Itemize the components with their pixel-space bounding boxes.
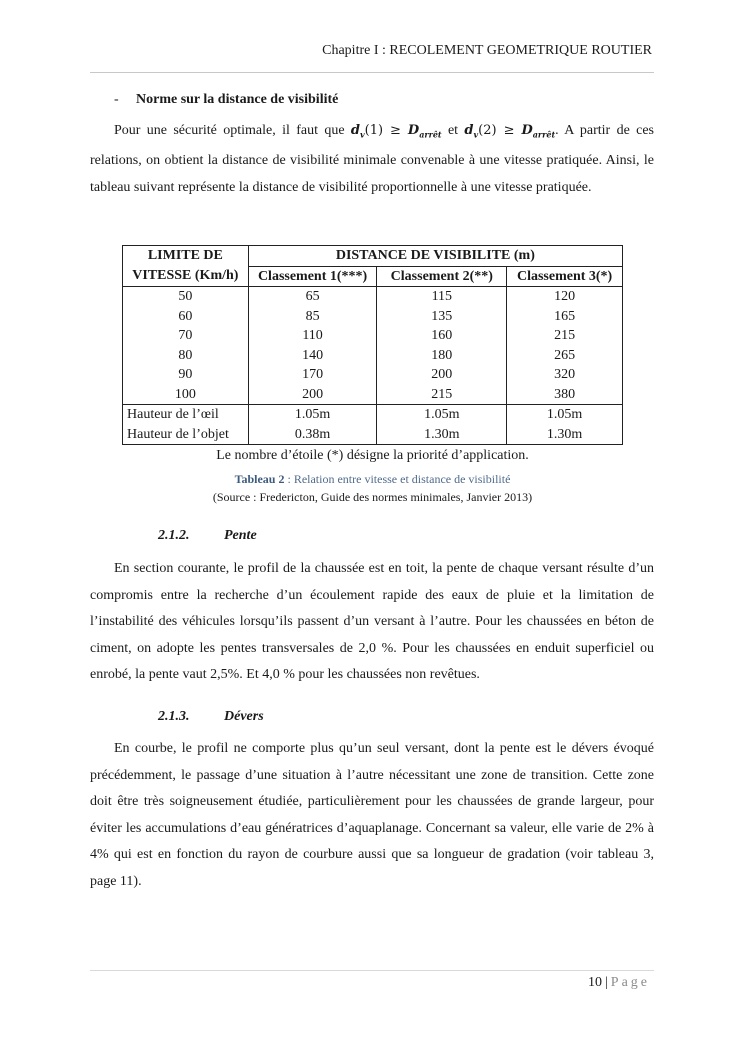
para1-after: . A partir de ces relations, on obtient la distance de visibilité minimale convenable à une vitesse pratiquée. Ainsi, le tableau suivant représente la distance de visibilité proportionnelle à une vitesse pratiquée. [90, 123, 655, 195]
table-source: (Source : Fredericton, Guide des normes minimales, Janvier 2013) [212, 490, 533, 504]
section-heading-devers: 2.1.3. Dévers [158, 709, 264, 724]
paragraph-visibility [90, 118, 654, 201]
chapter-title: Chapitre I : RECOLEMENT GEOMETRIQUE ROUTIER [322, 43, 652, 58]
para1-mid: et [441, 123, 465, 138]
formula-2: $d_v(2) \ge D_{arrêt}$ [464, 123, 556, 140]
para1-before: Pour une sécurité optimale, il faut que [114, 123, 351, 138]
paragraph-pente: En section courante, le profil de la chaussée est en toit, la pente de chaque versant résulte d’un compromis entre la recherche d’un écoulement rapide des eaux de pluie et la limitation de l’instabilité des véhicules lorsqu’ils passent d’un versant à l’autre. Pour les chaussées en béton de ciment, on adopte les pentes transversales de 2,0 %. Pour les chaussées en enduit superficiel ou enrobé, la pente vaut 2,5%. Et 4,0 % pour les chaussées non revêtues. [90, 561, 654, 682]
height-labels: Hauteur de l’œil Hauteur de l’objet [123, 405, 249, 445]
header-class-1: Classement 1(***) [248, 266, 377, 287]
table-caption: Tableau 2 : Relation entre vitesse et distance de visibilité [234, 472, 511, 486]
header-distance: DISTANCE DE VISIBILITE (m) [248, 246, 622, 267]
page-number: 10 | Page [587, 975, 650, 990]
header-class-2: Classement 2(**) [377, 266, 507, 287]
heights-class-3: 1.05m 1.30m [507, 405, 623, 445]
page-header [90, 40, 654, 73]
paragraph-devers: En courbe, le profil ne comporte plus qu’un seul versant, dont la pente est le dévers évoqué précédemment, le passage d’une situation à l’autre nécessitant une zone de transition. Cette zone doit être très soigneusement étudiée, particulièrement pour les chaussées de grande largeur, pour éviter les accumulations d’eau génératrices d’aquaplanage. Concernant sa valeur, elle varie de 2% à 4% qui est en fonction du rayon de courbure aussi que sa longueur de gradation (voir tableau 3, page 11). [90, 741, 654, 889]
visibility-table [122, 245, 623, 445]
class-1-column: 65 85 110 140 170 200 [248, 287, 377, 405]
table-row-values [123, 287, 623, 405]
header-class-3: Classement 3(*) [507, 266, 623, 287]
speed-column: 50 60 70 80 90 100 [123, 287, 249, 405]
table-row-heights [123, 405, 623, 445]
table-header-row-1 [123, 246, 623, 267]
table-note: Le nombre d’étoile (*) désigne la priorité d’application. [216, 448, 529, 463]
class-2-column: 115 135 160 180 200 215 [377, 287, 507, 405]
formula-1: $d_v(1) \ge D_{arrêt}$ [350, 123, 442, 140]
heights-class-1: 1.05m 0.38m [248, 405, 377, 445]
bullet-dash: - [114, 92, 119, 107]
heights-class-2: 1.05m 1.30m [377, 405, 507, 445]
bullet-label: Norme sur la distance de visibilité [136, 92, 339, 107]
bullet-heading [114, 92, 338, 108]
section-heading-pente: 2.1.2. Pente [158, 528, 257, 543]
header-speed-limit: LIMITE DE VITESSE (Km/h) [123, 246, 249, 287]
page-footer [90, 970, 654, 990]
class-3-column: 120 165 215 265 320 380 [507, 287, 623, 405]
